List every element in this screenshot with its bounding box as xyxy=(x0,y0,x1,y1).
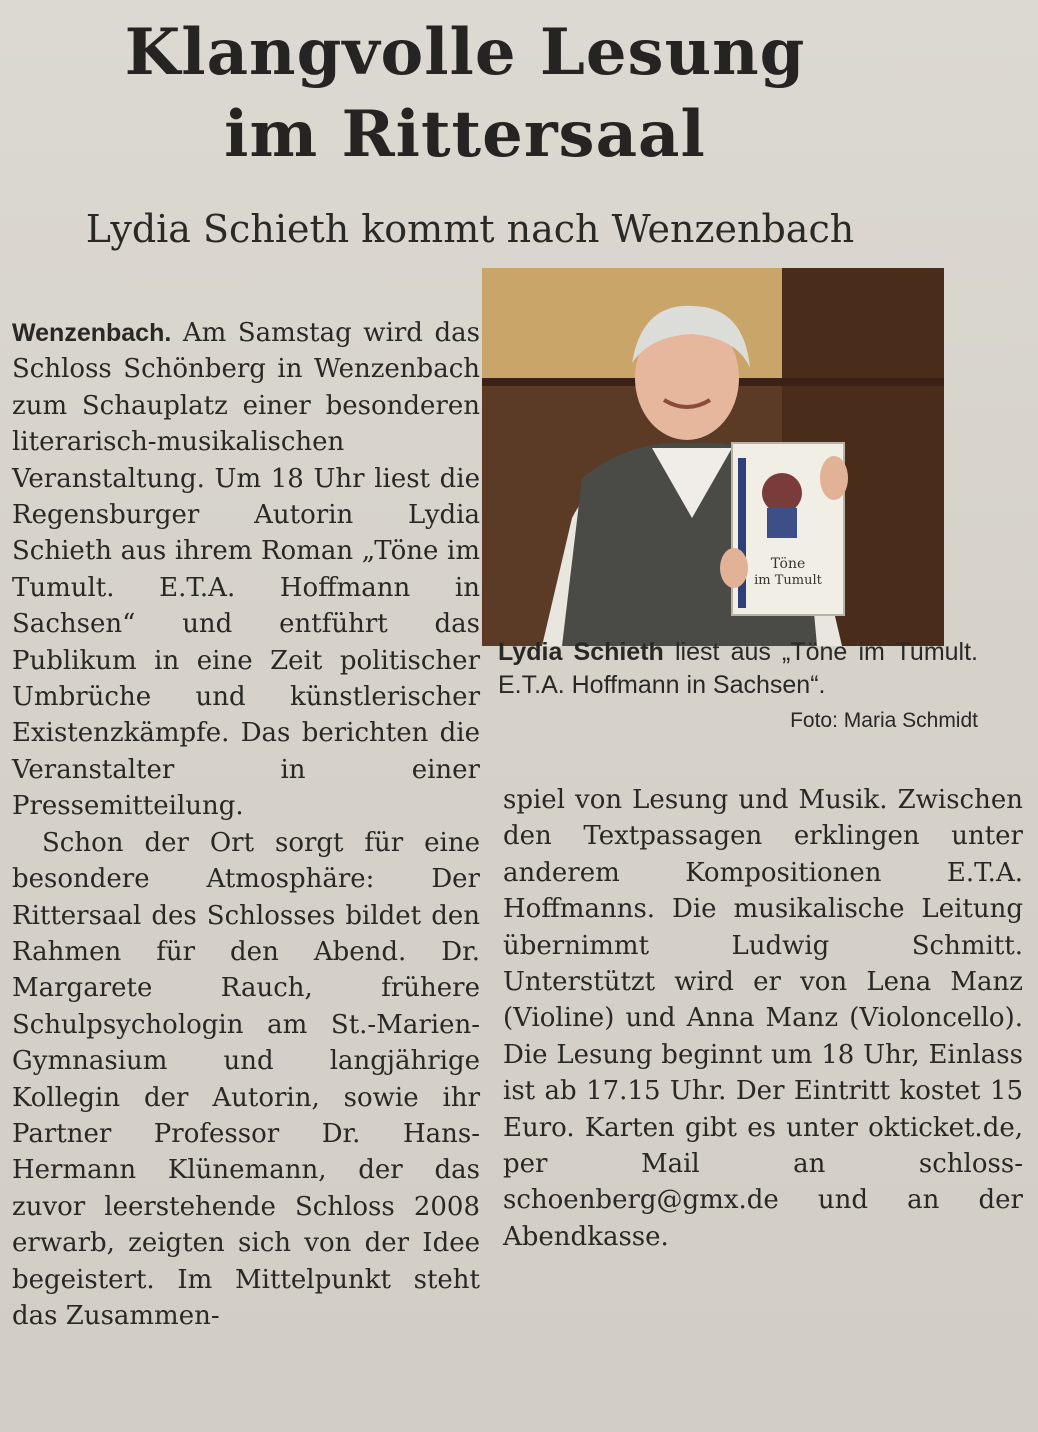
headline-line-2: im Rittersaal xyxy=(224,97,706,172)
photo-credit: Foto: Maria Schmidt xyxy=(790,709,978,732)
subheadline: Lydia Schieth kommt nach Wenzenbach xyxy=(85,207,855,251)
article-column-right xyxy=(503,782,1023,1255)
body-paragraph-2: Schon der Ort sorgt für eine besondere Atmosphäre: Der Rittersaal des Schlosses bildet den Rahmen für den Abend. Dr. Margarete Rauch, frühere Schulpsychologin am St.-Marien-Gymnasium und langjährige Kollegin der Autorin, sowie ihr Partner Professor Dr. Hans-Hermann Klünemann, der das zuvor leerstehende Schloss 2008 erwarb, zeigten sich von der Idee begeistert. Im Mittelpunkt steht das Zusammen- xyxy=(12,827,480,1331)
book-title-line1: Töne xyxy=(770,556,806,572)
body-paragraph-2-continued: spiel von Lesung und Musik. Zwischen den Textpassagen erklingen unter anderem Kompositionen E.T.A. Hoffmanns. Die musikalische Leitung übernimmt Ludwig Schmitt. Unterstützt wird er von Lena Manz (Violine) und Anna Manz (Violoncello). Die Lesung beginnt um 18 Uhr, Einlass ist ab 17.15 Uhr. Der Eintritt kostet 15 Euro. Karten gibt es unter okticket.de, per Mail an schloss-schoenberg@gmx.de und an der Abendkasse. xyxy=(503,785,1023,1252)
article-column-left xyxy=(12,315,480,1334)
book-title-line2: im Tumult xyxy=(754,573,822,588)
body-intro: Am Samstag wird das Schloss Schönberg in Wenzenbach zum Schauplatz einer besonderen literarisch-musikalischen Veranstaltung. Um 18 Uhr liest die Regensburger Autorin Lydia Schieth aus ihrem Roman „Töne im Tumult. E.T.A. Hoffmann in Sachsen“ und entführt das Publikum in eine Zeit politischer Umbrüche und künstlerischer Existenzkämpfe. Das berichten die Veranstalter in einer Pressemitteilung. xyxy=(12,318,480,822)
dateline: Wenzenbach. xyxy=(12,319,172,347)
photo-caption xyxy=(498,636,978,737)
headline-line-1: Klangvolle Lesung xyxy=(124,15,806,90)
caption-text: liest aus „Töne im Tumult. E.T.A. Hoffmann in Sachsen“. xyxy=(498,638,978,699)
article-photo xyxy=(482,268,944,646)
headline xyxy=(0,12,930,176)
caption-name: Lydia Schieth xyxy=(498,638,664,666)
